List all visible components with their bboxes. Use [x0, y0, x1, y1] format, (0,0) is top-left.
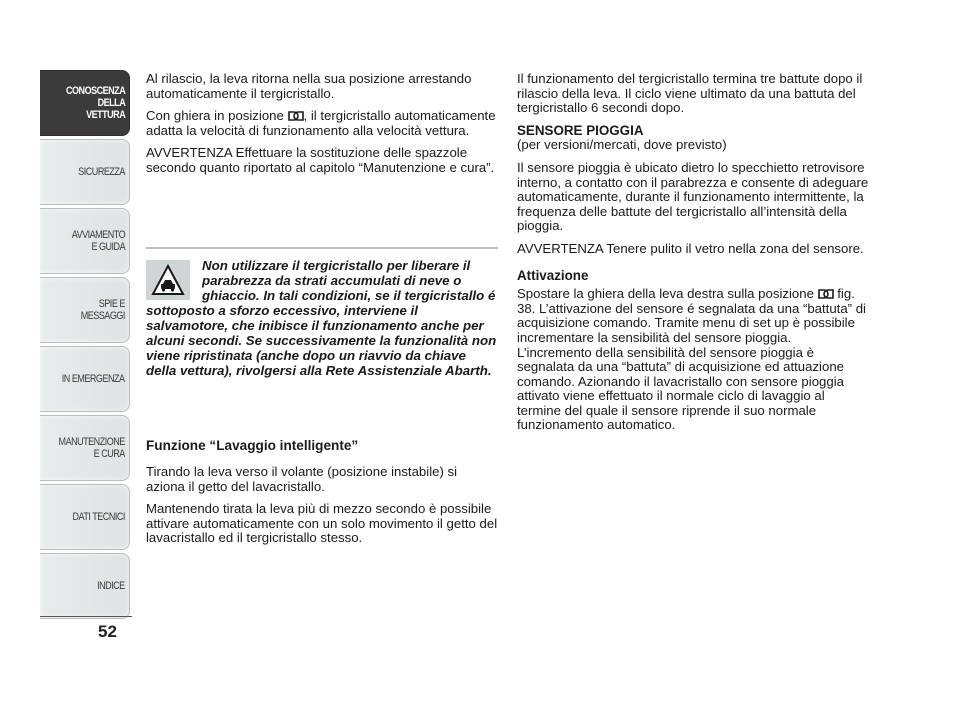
auto-wiper-symbol-icon	[288, 111, 304, 121]
tab-avviamento-e-guida[interactable]	[40, 208, 130, 274]
left-column-bottom	[146, 465, 498, 554]
paragraph: Tirando la leva verso il volante (posizione instabile) si aziona il getto del lavacristallo.	[146, 464, 458, 494]
tab-manutenzione-e-cura[interactable]	[40, 415, 130, 481]
car-warning-triangle-icon	[146, 260, 190, 300]
auto-wiper-symbol-icon	[818, 289, 834, 299]
left-column-top	[146, 72, 498, 184]
section-title: Funzione “Lavaggio intelligente”	[146, 438, 359, 453]
tab-conoscenza-della-vettura[interactable]	[40, 70, 130, 136]
paragraph: Mantenendo tirata la leva più di mezzo secondo è possibile attivare automaticamente con un solo movimento il getto del lavacristallo ed il tergicristallo stesso.	[146, 501, 498, 546]
paragraph: AVVERTENZA Tenere pulito il vetro nella zona del sensore.	[517, 240, 864, 256]
paragraph-auto-position	[146, 109, 498, 138]
paragraph: Il funzionamento del tergicristallo termina tre battute dopo il rilascio della leva. Il ciclo viene ultimato da una battuta del tergicristallo 6 secondi dopo.	[517, 71, 863, 116]
paragraph-activation	[517, 287, 869, 433]
paragraph-text: , il tergicristallo automaticamente adatta la velocità di funzionamento alla velocità vettura.	[146, 108, 496, 138]
tab-dati-tecnici[interactable]	[40, 484, 130, 550]
tab-label: DATI TECNICI	[72, 511, 125, 523]
warning-text: Non utilizzare il tergicristallo per liberare il parabrezza da strati accumulati di neve o ghiaccio. In tali condizioni, se il tergicristallo é sottoposto a sforzo eccessivo, interviene il salvamotore, che inibisce il funzionamento anche per alcuni secondi. Se successivamente la funzionalità non viene ripristinata (anche dopo un riavvio da chiave della vettura), rivolgersi alla Rete Assistenziale Abarth.	[146, 258, 497, 378]
right-column	[517, 72, 869, 441]
tab-label: IN EMERGENZA	[62, 373, 125, 385]
tab-indice[interactable]	[40, 553, 130, 619]
tab-label: SICUREZZA	[78, 166, 125, 178]
tab-label: INDICE	[97, 580, 125, 592]
paragraph-text: fig. 38. L’attivazione del sensore é segnalata da una “battuta” di acquisizione comando. Tramite menu di set up è possibile incrementare la sensibilità del sensore pioggia. L’incremento della sensibilità del sensore pioggia è segnalata da una “battuta” di acquisizione ed attuazione comando. Azionando il lavacristallo con sensore pioggia attivato viene effettuato il normale ciclo di lavaggio al termine del quale il sensore riprende il suo normale funzionamento automatico.	[517, 286, 866, 433]
paragraph: AVVERTENZA Effettuare la sostituzione delle spazzole secondo quanto riportato al capitolo “Manutenzione e cura”.	[146, 145, 495, 175]
paragraph-text: Spostare la ghiera della leva destra sulla posizione	[517, 286, 818, 302]
warning-box	[146, 247, 498, 378]
paragraph: Il sensore pioggia è ubicato dietro lo specchietto retrovisore interno, a contatto con il parabrezza e consente di adeguare automaticamente, durante il funzionamento intermittente, la frequenza delle battute del tergicristallo all’intensità della pioggia.	[517, 159, 869, 234]
section-heading: Attivazione	[517, 267, 589, 283]
tab-label: MANUTENZIONE E CURA	[58, 436, 125, 460]
paragraph: Al rilascio, la leva ritorna nella sua posizione arrestando automaticamente il tergicristallo.	[146, 71, 472, 101]
paragraph-text: Con ghiera in posizione	[146, 108, 288, 124]
page-number: 52	[98, 622, 117, 641]
tab-label: AVVIAMENTO E GUIDA	[71, 229, 125, 253]
tab-sicurezza[interactable]	[40, 139, 130, 205]
section-heading: SENSORE PIOGGIA	[517, 122, 644, 138]
tab-in-emergenza[interactable]	[40, 346, 130, 412]
tab-label: SPIE E MESSAGGI	[80, 298, 125, 322]
tab-spie-e-messaggi[interactable]	[40, 277, 130, 343]
sidebar-divider	[40, 616, 132, 617]
tab-label: CONOSCENZA DELLA VETTURA	[65, 85, 125, 121]
section-subheading: (per versioni/mercati, dove previsto)	[517, 137, 727, 153]
